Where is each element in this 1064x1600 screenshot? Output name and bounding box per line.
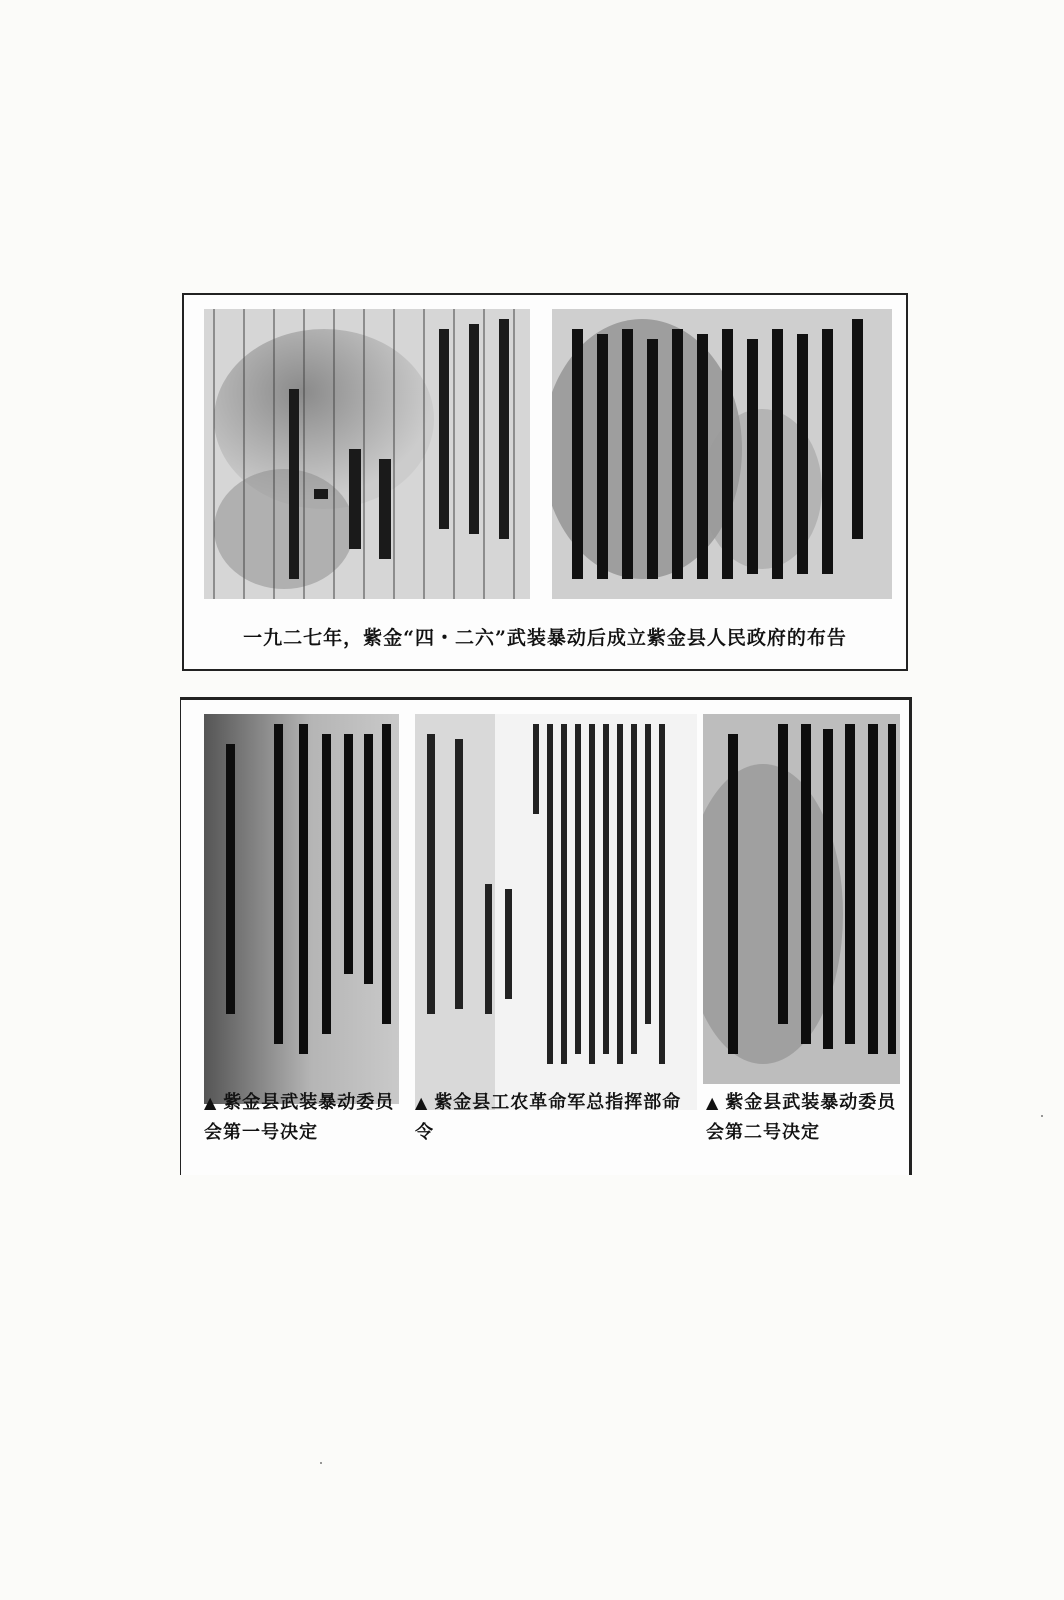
- dust-speck: [1041, 1115, 1043, 1117]
- decision-one-scan: [204, 714, 399, 1104]
- proclamation-scan-left: [204, 309, 530, 599]
- top-figure-frame: [182, 293, 908, 671]
- proclamation-scan-right: [552, 309, 892, 599]
- caption-decision-one: [204, 1088, 404, 1148]
- triangle-marker-icon: ▲: [204, 1093, 218, 1112]
- caption-text: 紫金县工农革命军总指挥部命令: [415, 1092, 682, 1143]
- command-order-scan: [415, 714, 697, 1110]
- bottom-figures-frame: [180, 697, 912, 1175]
- decision-two-scan: [703, 714, 900, 1084]
- triangle-marker-icon: ▲: [706, 1093, 720, 1112]
- caption-text: 紫金县武装暴动委员会第二号决定: [706, 1092, 897, 1143]
- top-figure-caption: 一九二七年，紫金“四・二六”武装暴动后成立紫金县人民政府的布告: [243, 627, 847, 649]
- triangle-marker-icon: ▲: [415, 1093, 429, 1112]
- caption-text: 紫金县武装暴动委员会第一号决定: [204, 1092, 395, 1143]
- caption-decision-two: [706, 1088, 906, 1148]
- dust-speck: [320, 1462, 322, 1464]
- caption-command-order: [415, 1088, 685, 1148]
